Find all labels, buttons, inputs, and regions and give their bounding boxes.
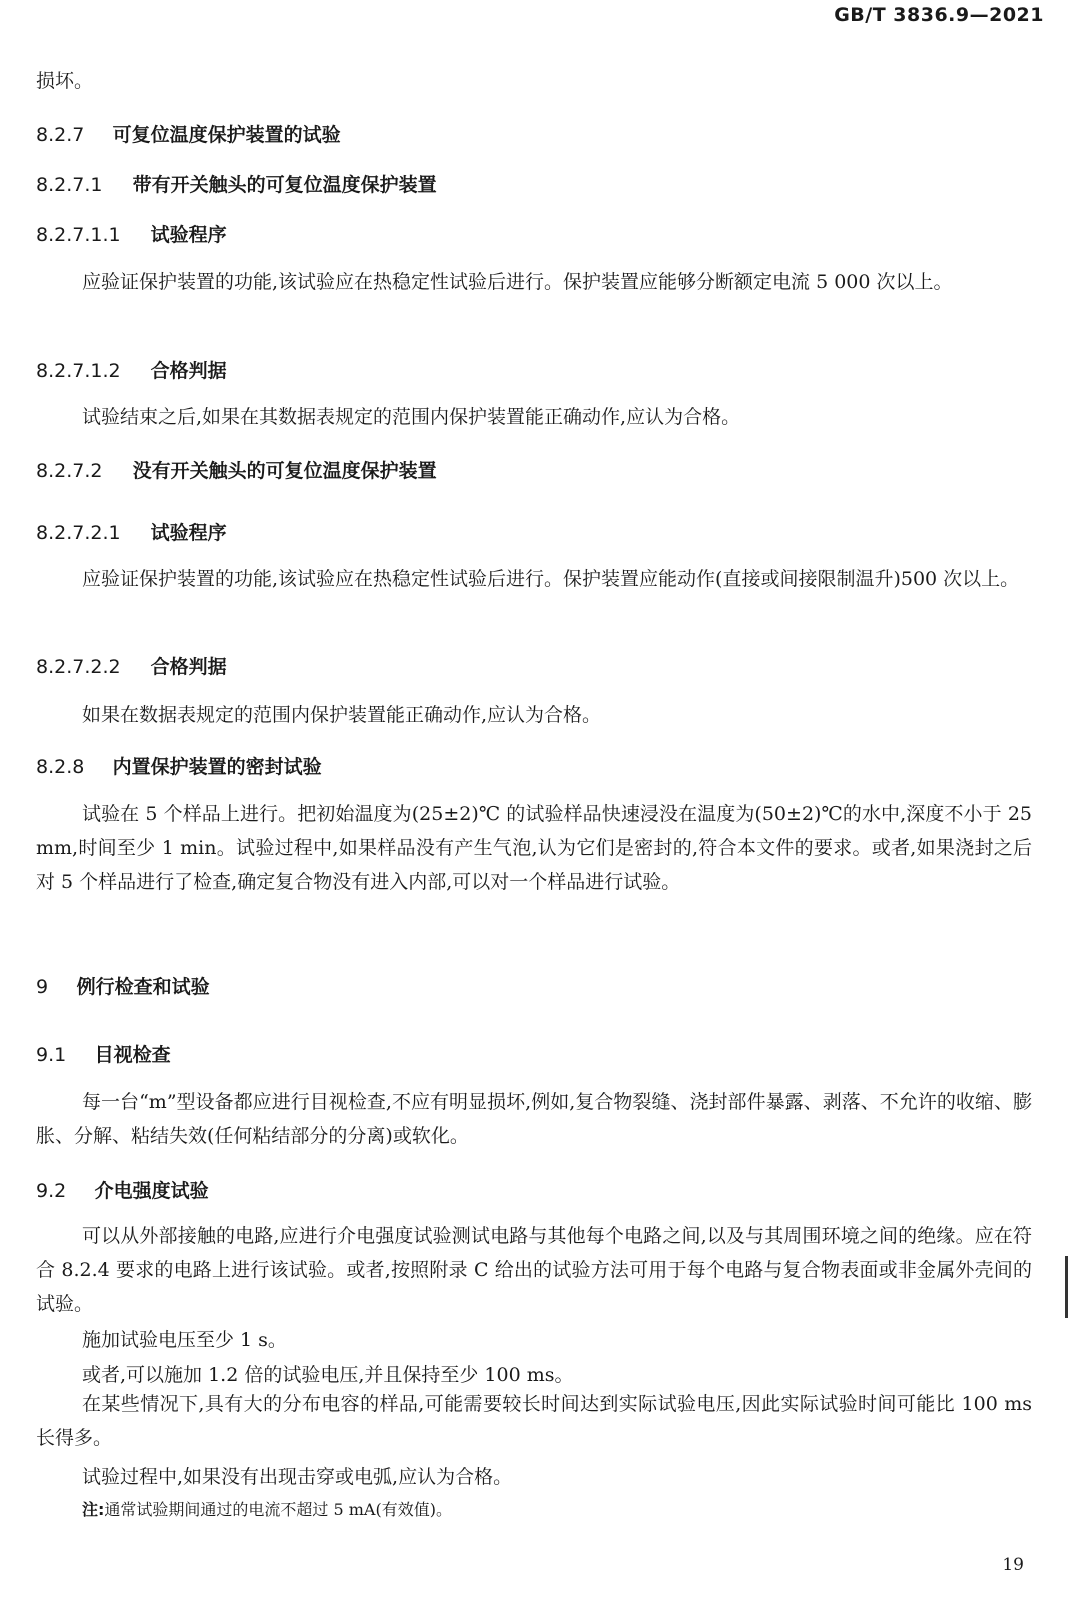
heading-number: 8.2.7.2.2: [36, 656, 121, 678]
heading-number: 8.2.7: [36, 124, 85, 146]
heading-9-2: [36, 1176, 209, 1203]
paragraph: 在某些情况下,具有大的分布电容的样品,可能需要较长时间达到实际试验电压,因此实际试验时间可能比 100 ms 长得多。: [36, 1393, 1032, 1449]
paragraph: 可以从外部接触的电路,应进行介电强度试验测试电路与其他每个电路之间,以及与其周围环境之间的绝缘。应在符合 8.2.4 要求的电路上进行该试验。或者,按照附录 C 给出的试验方法可用于每个电路与复合物表面或非金属外壳间的试验。: [36, 1225, 1032, 1315]
heading-8-2-7-1-1: [36, 220, 227, 247]
heading-title: 合格判据: [150, 360, 227, 382]
heading-number: 8.2.7.1: [36, 174, 103, 196]
heading-number: 9.2: [36, 1180, 67, 1202]
paragraph: 应验证保护装置的功能,该试验应在热稳定性试验后进行。保护装置应能动作(直接或间接限制温升)500 次以上。: [82, 568, 1020, 590]
paragraph: 应验证保护装置的功能,该试验应在热稳定性试验后进行。保护装置应能够分断额定电流 5 000 次以上。: [82, 271, 953, 293]
heading-8-2-8: [36, 752, 322, 779]
heading-8-2-7-1: [36, 170, 437, 197]
continued-text: 损坏。: [36, 70, 94, 92]
heading-number: 9: [36, 976, 49, 998]
heading-8-2-7-1-2: [36, 356, 227, 383]
heading-8-2-7: [36, 120, 341, 147]
heading-title: 带有开关触头的可复位温度保护装置: [132, 174, 437, 196]
heading-number: 8.2.7.1.1: [36, 224, 121, 246]
heading-title: 内置保护装置的密封试验: [112, 756, 322, 778]
heading-8-2-7-2-1: [36, 518, 227, 545]
page-number: 19: [1002, 1555, 1024, 1575]
heading-number: 8.2.7.2: [36, 460, 103, 482]
heading-number: 8.2.7.2.1: [36, 522, 121, 544]
heading-title: 试验程序: [150, 224, 227, 246]
heading-title: 例行检查和试验: [76, 976, 210, 998]
change-bar: [1065, 1256, 1068, 1318]
heading-title: 没有开关触头的可复位温度保护装置: [132, 460, 437, 482]
note: [82, 1497, 452, 1520]
heading-title: 目视检查: [94, 1044, 171, 1066]
heading-title: 介电强度试验: [94, 1180, 209, 1202]
paragraph: 试验在 5 个样品上进行。把初始温度为(25±2)℃ 的试验样品快速浸没在温度为(50±2)℃的水中,深度不小于 25 mm,时间至少 1 min。试验过程中,如果样品没有产生气泡,认为它们是密封的,符合本文件的要求。或者,如果浇封之后对 5 个样品进行了检查,确定复合物没有进入内部,可以对一个样品进行试验。: [36, 803, 1032, 893]
heading-8-2-7-2: [36, 456, 437, 483]
paragraph: 试验过程中,如果没有出现击穿或电弧,应认为合格。: [82, 1466, 513, 1488]
heading-9-1: [36, 1040, 171, 1067]
note-text: 通常试验期间通过的电流不超过 5 mA(有效值)。: [104, 1500, 452, 1519]
standard-number: GB/T 3836.9—2021: [834, 4, 1044, 26]
paragraph: 每一台“m”型设备都应进行目视检查,不应有明显损坏,例如,复合物裂缝、浇封部件暴露、剥落、不允许的收缩、膨胀、分解、粘结失效(任何粘结部分的分离)或软化。: [36, 1091, 1032, 1147]
note-label: 注:: [82, 1500, 105, 1519]
heading-title: 合格判据: [150, 656, 227, 678]
heading-8-2-7-2-2: [36, 652, 227, 679]
paragraph: 试验结束之后,如果在其数据表规定的范围内保护装置能正确动作,应认为合格。: [82, 406, 741, 428]
paragraph: 或者,可以施加 1.2 倍的试验电压,并且保持至少 100 ms。: [82, 1364, 574, 1386]
heading-number: 8.2.7.1.2: [36, 360, 121, 382]
heading-9: [36, 972, 210, 999]
heading-number: 9.1: [36, 1044, 67, 1066]
paragraph: 施加试验电压至少 1 s。: [82, 1329, 287, 1351]
heading-number: 8.2.8: [36, 756, 85, 778]
paragraph: 如果在数据表规定的范围内保护装置能正确动作,应认为合格。: [82, 704, 602, 726]
heading-title: 可复位温度保护装置的试验: [112, 124, 341, 146]
heading-title: 试验程序: [150, 522, 227, 544]
